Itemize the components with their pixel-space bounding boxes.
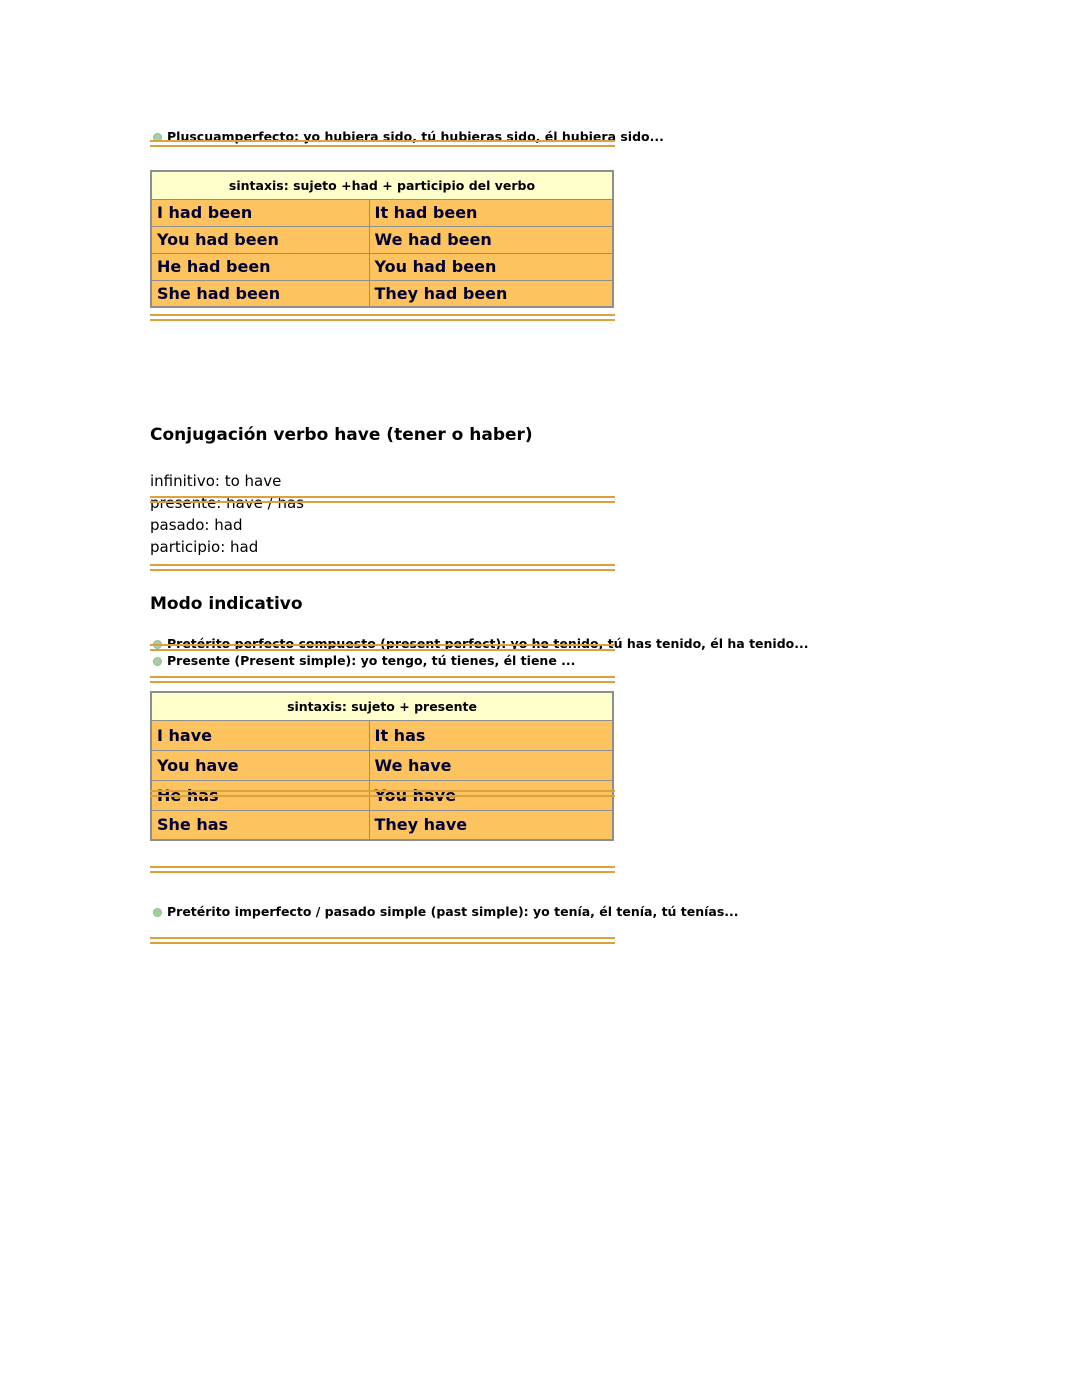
table-cell: I had been xyxy=(151,199,369,226)
table-cell: I have xyxy=(151,720,369,750)
table-cell: They have xyxy=(369,810,613,840)
horizontal-rule xyxy=(150,140,615,147)
section-title-conjugacion: Conjugación verbo have (tener o haber) xyxy=(150,425,533,445)
table-header-row xyxy=(151,171,613,199)
table-cell: You had been xyxy=(151,226,369,253)
have-conjugation-table xyxy=(150,691,614,841)
table-cell: He had been xyxy=(151,253,369,280)
bullet-icon xyxy=(153,657,162,666)
table-header: sintaxis: sujeto +had + participio del verbo xyxy=(151,171,613,199)
table-cell: We had been xyxy=(369,226,613,253)
bullet-item-preterito-imperfecto xyxy=(153,904,739,920)
table-header-row xyxy=(151,692,613,720)
table-row xyxy=(151,720,613,750)
table-row xyxy=(151,750,613,780)
table-cell: She has xyxy=(151,810,369,840)
table-cell: You have xyxy=(369,780,613,810)
table-cell: It had been xyxy=(369,199,613,226)
horizontal-rule xyxy=(150,790,615,797)
bullet-icon xyxy=(153,908,162,917)
table-cell: It has xyxy=(369,720,613,750)
had-been-conjugation-table xyxy=(150,170,614,308)
verb-form-pasado: pasado: had xyxy=(150,516,243,534)
verb-form-participio: participio: had xyxy=(150,538,259,556)
table-cell: You have xyxy=(151,750,369,780)
table-cell: They had been xyxy=(369,280,613,307)
table-row xyxy=(151,226,613,253)
table-cell: He has xyxy=(151,780,369,810)
horizontal-rule xyxy=(150,676,615,683)
table-row xyxy=(151,810,613,840)
horizontal-rule xyxy=(150,644,615,651)
bullet-text: Pluscuamperfecto: yo hubiera sido, tú hubieras sido, él hubiera sido... xyxy=(167,129,664,144)
verb-form-presente: presente: have / has xyxy=(150,494,304,512)
table-row xyxy=(151,280,613,307)
horizontal-rule xyxy=(150,564,615,571)
verb-form-infinitivo: infinitivo: to have xyxy=(150,472,282,490)
horizontal-rule xyxy=(150,866,615,873)
table-row xyxy=(151,253,613,280)
table-cell: She had been xyxy=(151,280,369,307)
bullet-text: Pretérito imperfecto / pasado simple (past simple): yo tenía, él tenía, tú tenías... xyxy=(167,904,739,919)
table-header: sintaxis: sujeto + presente xyxy=(151,692,613,720)
table-cell: You had been xyxy=(369,253,613,280)
table-cell: We have xyxy=(369,750,613,780)
horizontal-rule xyxy=(150,937,615,944)
table-row xyxy=(151,199,613,226)
bullet-text: Presente (Present simple): yo tengo, tú tienes, él tiene ... xyxy=(167,653,576,668)
section-title-modo-indicativo: Modo indicativo xyxy=(150,594,303,614)
bullet-text: Pretérito perfecto compuesto (present perfect): yo he tenido, tú has tenido, él ha tenido... xyxy=(167,636,809,651)
horizontal-rule xyxy=(150,496,615,503)
horizontal-rule xyxy=(150,314,615,321)
bullet-item-presente-simple xyxy=(153,653,575,669)
